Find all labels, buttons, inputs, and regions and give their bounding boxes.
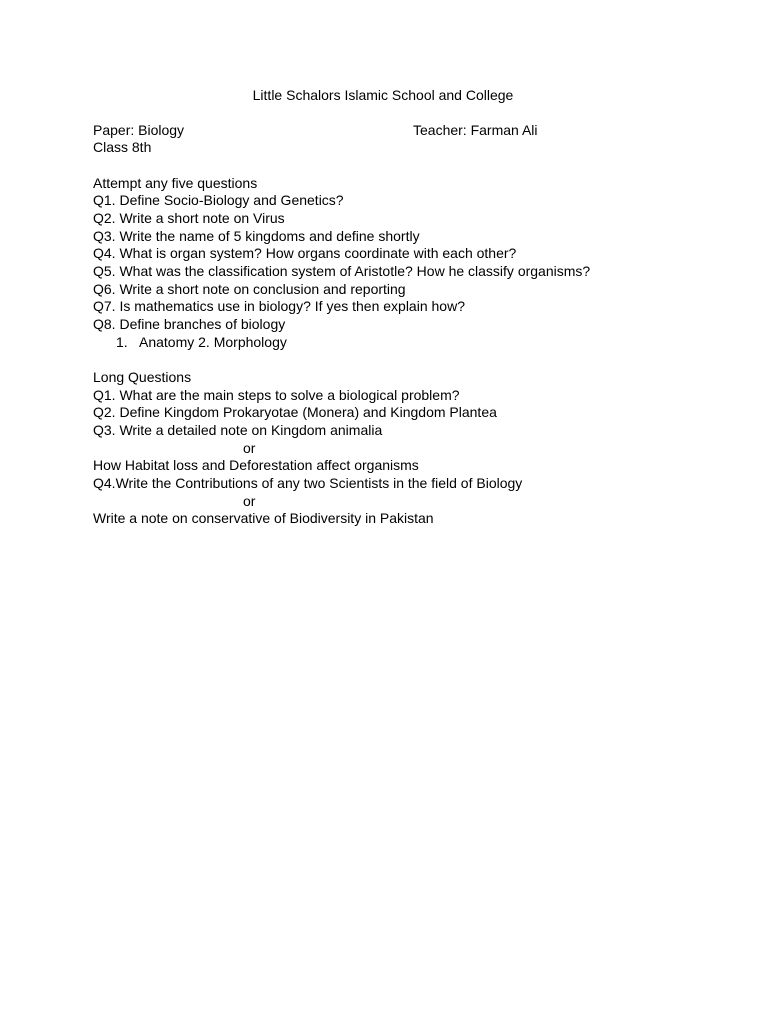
short-question-2: Q2. Write a short note on Virus: [93, 210, 285, 226]
sub-item-text: Anatomy 2. Morphology: [139, 334, 287, 350]
long-question-3-alternative: How Habitat loss and Deforestation affect organisms: [93, 457, 419, 473]
sub-item-number: 1.: [116, 334, 128, 350]
or-separator-2: or: [243, 493, 256, 509]
short-question-3: Q3. Write the name of 5 kingdoms and define shortly: [93, 228, 420, 244]
long-question-4-alternative: Write a note on conservative of Biodiversity in Pakistan: [93, 510, 434, 526]
long-question-1: Q1. What are the main steps to solve a biological problem?: [93, 387, 460, 403]
instruction-text: Attempt any five questions: [93, 175, 258, 191]
long-question-2: Q2. Define Kingdom Prokaryotae (Monera) and Kingdom Plantea: [93, 404, 497, 420]
short-question-1: Q1. Define Socio-Biology and Genetics?: [93, 192, 344, 208]
class-level: Class 8th: [93, 139, 152, 155]
document-title: Little Schalors Islamic School and College: [252, 87, 514, 103]
paper-subject: Paper: Biology: [93, 122, 185, 138]
long-question-3: Q3. Write a detailed note on Kingdom animalia: [93, 422, 383, 438]
long-question-4: Q4.Write the Contributions of any two Scientists in the field of Biology: [93, 475, 523, 491]
short-question-8: Q8. Define branches of biology: [93, 316, 286, 332]
or-separator-1: or: [243, 440, 256, 456]
short-question-6: Q6. Write a short note on conclusion and reporting: [93, 281, 406, 297]
short-question-4: Q4. What is organ system? How organs coordinate with each other?: [93, 245, 517, 261]
short-question-7: Q7. Is mathematics use in biology? If yes then explain how?: [93, 298, 465, 314]
long-questions-heading: Long Questions: [93, 369, 192, 385]
teacher-name: Teacher: Farman Ali: [413, 122, 538, 138]
short-question-5: Q5. What was the classification system of Aristotle? How he classify organisms?: [93, 263, 591, 279]
